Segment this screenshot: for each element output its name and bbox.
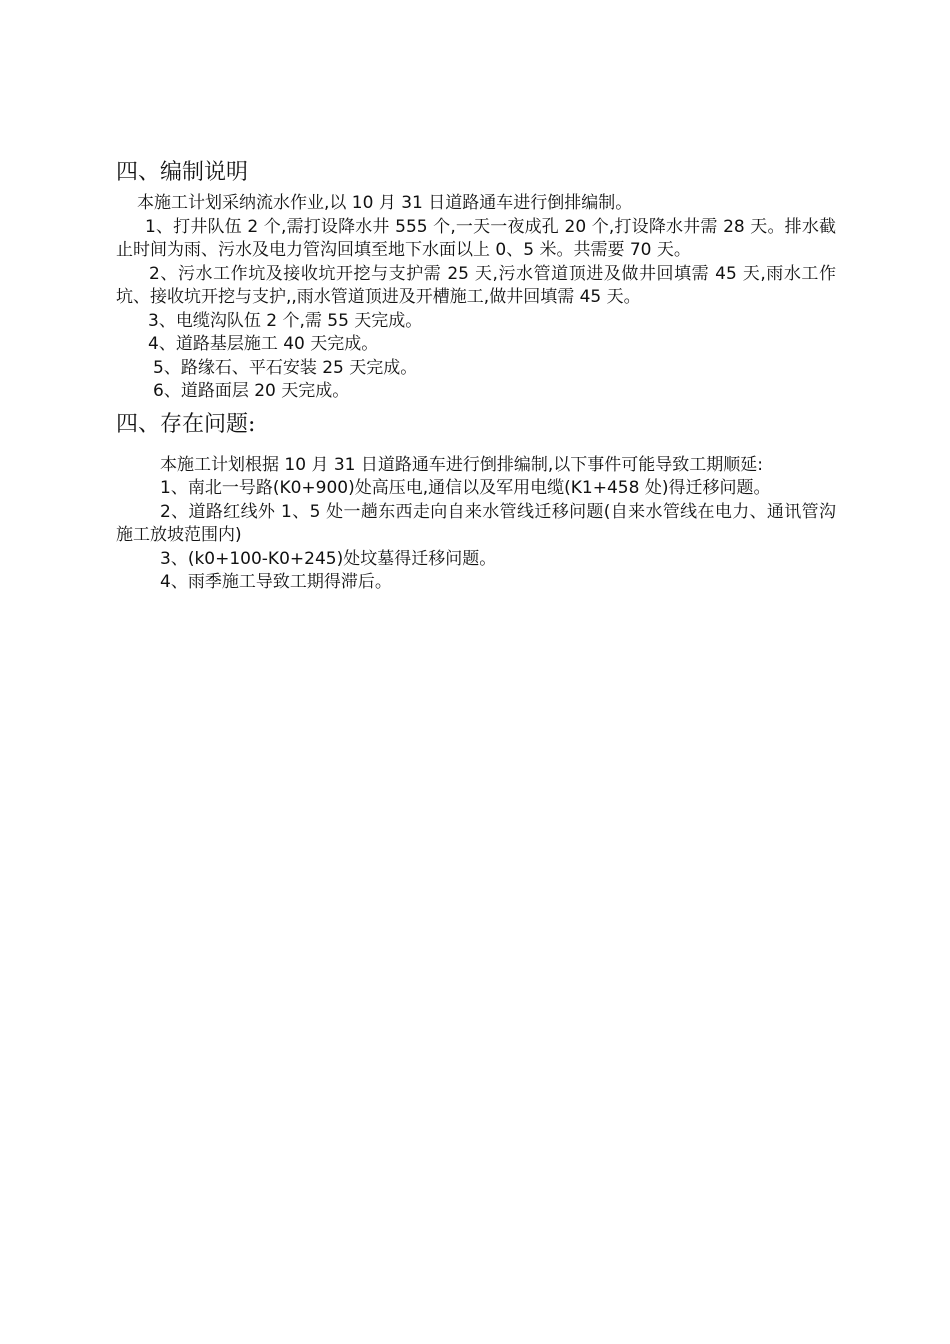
plan-item-3: 3、电缆沟队伍 2 个,需 55 天完成。: [148, 310, 423, 331]
plan-item-1: 1、打井队伍 2 个,需打设降水井 555 个,一天一夜成孔 20 个,打设降水井需 28 天。排水截止时间为雨、污水及电力管沟回填至地下水面以上 0、5 米。共需要 70 天。: [116, 216, 836, 260]
section-heading-issues: 四、存在问题:: [116, 411, 256, 437]
issue-item-4: 4、雨季施工导致工期得滞后。: [160, 572, 392, 592]
document-body: [116, 156, 836, 595]
issues-intro: 本施工计划根据 10 月 31 日道路通车进行倒排编制,以下事件可能导致工期顺延:: [160, 454, 764, 475]
plan-intro: 本施工计划采纳流水作业,以 10 月 31 日道路通车进行倒排编制。: [137, 193, 633, 213]
plan-item-6: 6、道路面层 20 天完成。: [153, 381, 350, 401]
plan-item-5: 5、路缘石、平石安装 25 天完成。: [153, 357, 418, 378]
issue-item-3: 3、(k0+100-K0+245)处坟墓得迁移问题。: [160, 548, 497, 569]
issue-item-2: 2、道路红线外 1、5 处一趟东西走向自来水管线迁移问题(自来水管线在电力、通讯管沟施工放坡范围内): [116, 501, 836, 545]
section-heading-plan: 四、编制说明: [116, 160, 249, 185]
issue-item-1: 1、南北一号路(K0+900)处高压电,通信以及军用电缆(K1+458 处)得迁移问题。: [160, 478, 771, 498]
plan-item-2: 2、污水工作坑及接收坑开挖与支护需 25 天,污水管道顶进及做井回填需 45 天,雨水工作坑、接收坑开挖与支护,,雨水管道顶进及开槽施工,做井回填需 45 天。: [116, 263, 836, 307]
plan-item-4: 4、道路基层施工 40 天完成。: [148, 334, 379, 354]
